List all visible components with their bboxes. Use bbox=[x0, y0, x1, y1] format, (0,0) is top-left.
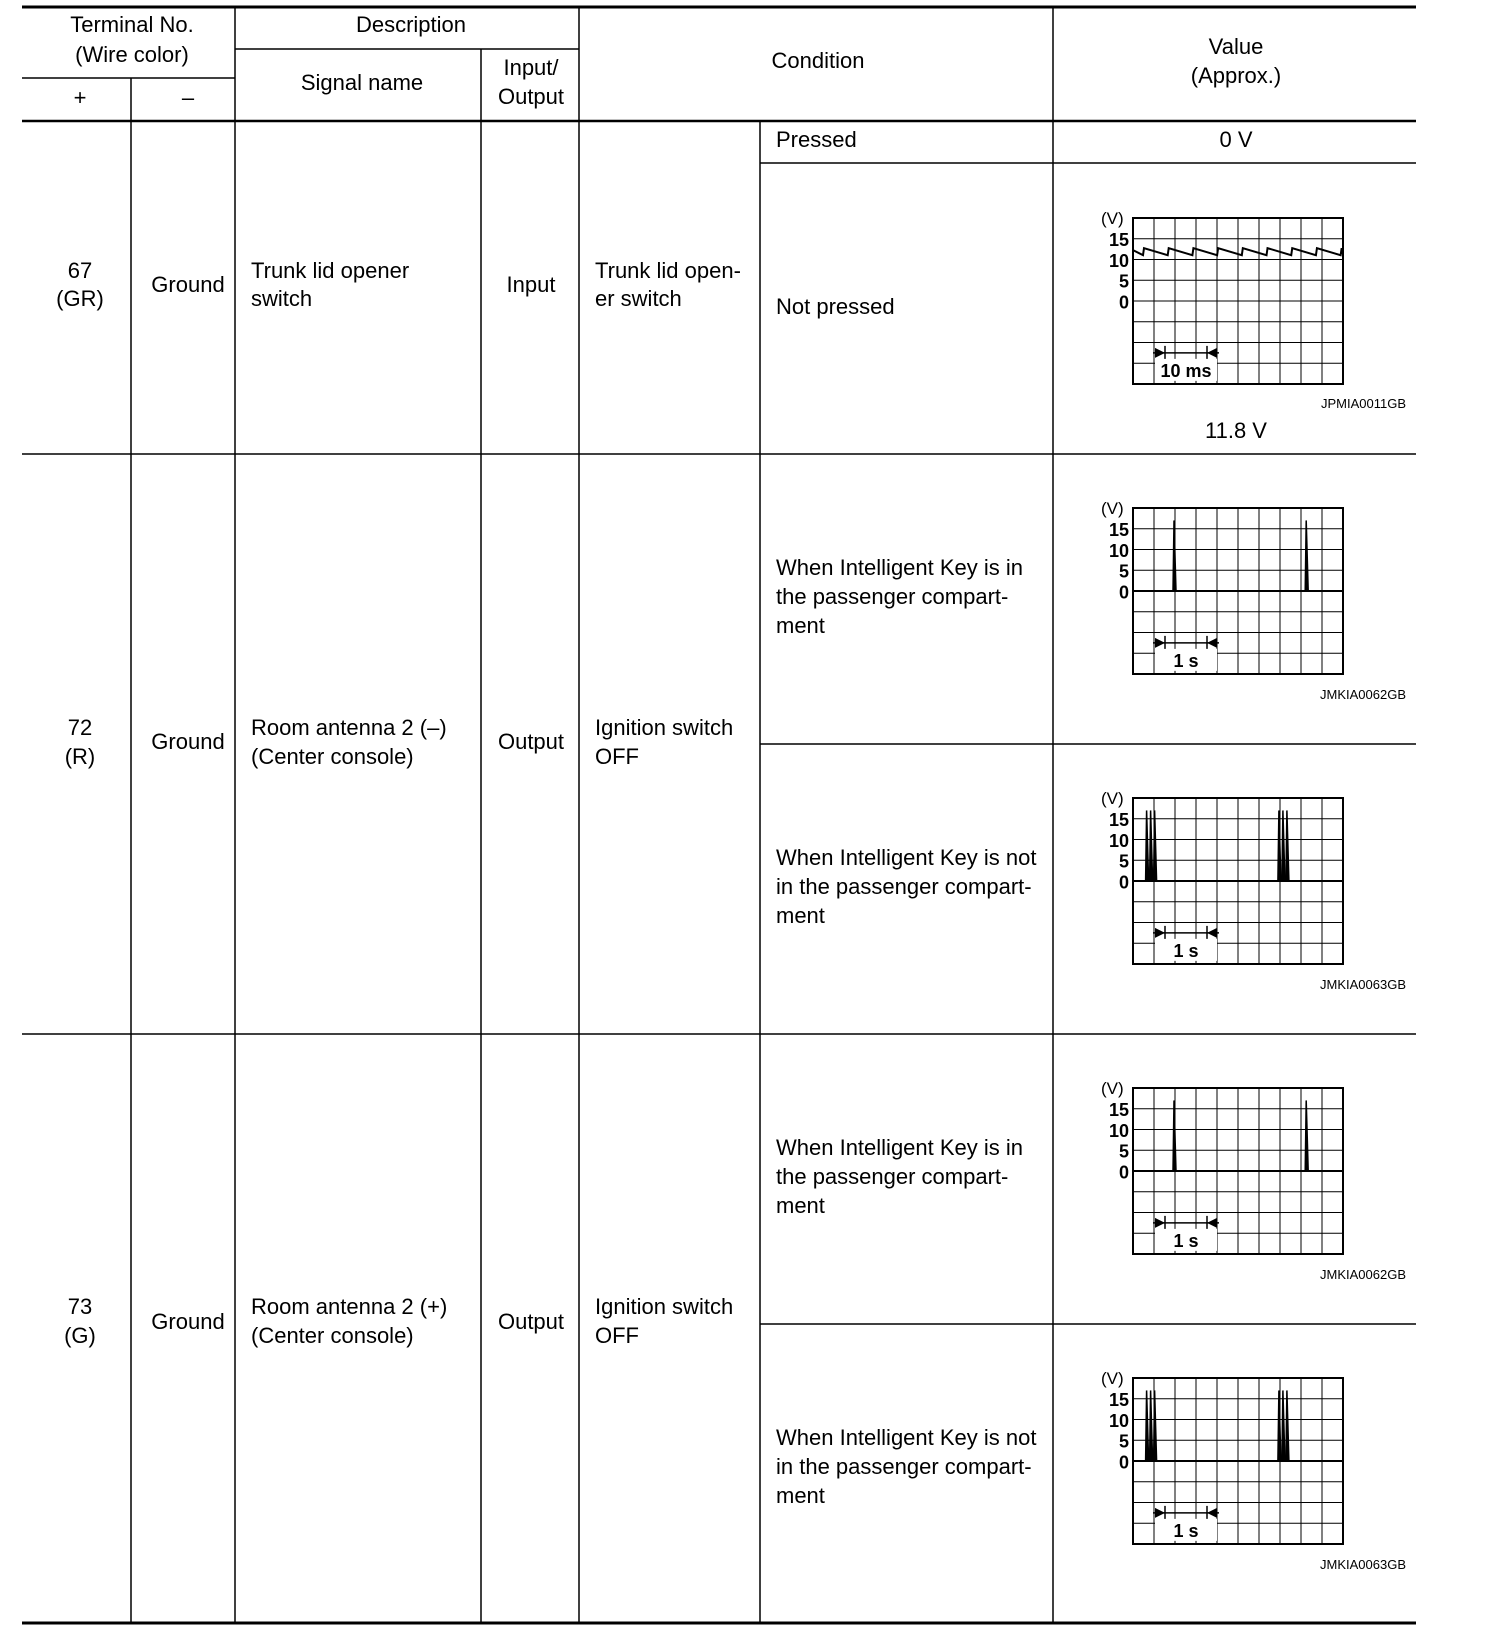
header-output: Output bbox=[497, 84, 565, 109]
time-base-label: 1 s bbox=[1173, 1520, 1199, 1541]
waveform-pulse bbox=[1173, 520, 1176, 591]
waveform-pulse bbox=[1150, 810, 1153, 881]
waveform-unit-label: (V) bbox=[1101, 1079, 1124, 1098]
time-arrow-head bbox=[1207, 928, 1217, 938]
subcondition-line: When Intelligent Key is in bbox=[776, 1135, 1024, 1160]
subcondition-line: Not pressed bbox=[776, 294, 895, 319]
signal-name-line: Room antenna 2 (+) bbox=[251, 1294, 448, 1319]
waveform-tick-label: 5 bbox=[1118, 1141, 1129, 1162]
subcondition-line: the passenger compart- bbox=[776, 1164, 1009, 1189]
waveform-tick-label: 5 bbox=[1118, 561, 1129, 582]
time-arrow-head bbox=[1155, 1508, 1165, 1518]
waveform-chart bbox=[1101, 1079, 1343, 1254]
waveform-tick-label: 5 bbox=[1118, 1431, 1129, 1452]
waveform-tick-label: 0 bbox=[1118, 582, 1129, 603]
waveform-tick-label: 0 bbox=[1118, 292, 1129, 313]
table-grid bbox=[22, 7, 1416, 1623]
waveform-tick-label: 5 bbox=[1118, 851, 1129, 872]
time-arrow-head bbox=[1155, 348, 1165, 358]
figure-code: JMKIA0062GB bbox=[1320, 687, 1406, 702]
signal-name-line: Room antenna 2 (–) bbox=[251, 715, 447, 740]
waveform-tick-label: 15 bbox=[1108, 1100, 1129, 1120]
waveform-pulse bbox=[1286, 810, 1289, 881]
waveform-tick-label: 10 bbox=[1108, 1410, 1129, 1431]
subcondition-line: in the passenger compart- bbox=[776, 1454, 1032, 1479]
subcondition-line: When Intelligent Key is in bbox=[776, 555, 1024, 580]
waveform-unit-label: (V) bbox=[1101, 1369, 1124, 1388]
terminal-plus-wire-color: (R) bbox=[64, 744, 96, 769]
table-row bbox=[56, 127, 1406, 443]
waveform-tick-label: 0 bbox=[1118, 1452, 1129, 1473]
header-description: Description bbox=[355, 12, 467, 37]
waveform-pulse bbox=[1154, 810, 1157, 881]
waveform-tick-label: 5 bbox=[1118, 271, 1129, 292]
subcondition-line: ment bbox=[776, 613, 825, 638]
terminal-plus-number: 67 bbox=[67, 258, 93, 283]
time-base-label: 1 s bbox=[1173, 1230, 1199, 1251]
waveform-unit-label: (V) bbox=[1101, 789, 1124, 808]
signal-name-line: switch bbox=[251, 286, 313, 311]
waveform-pulse bbox=[1146, 1390, 1149, 1461]
subcondition-line: ment bbox=[776, 903, 825, 928]
condition-line: Trunk lid open- bbox=[595, 258, 741, 283]
waveform-pulse bbox=[1146, 810, 1149, 881]
subcondition-line: the passenger compart- bbox=[776, 584, 1009, 609]
waveform-tick-label: 10 bbox=[1108, 1120, 1129, 1141]
figure-code: JMKIA0063GB bbox=[1320, 1557, 1406, 1572]
subcondition-line: When Intelligent Key is not bbox=[776, 1425, 1037, 1450]
value-text: 0 V bbox=[1219, 127, 1253, 152]
terminal-minus: Ground bbox=[151, 729, 225, 754]
waveform-chart bbox=[1101, 789, 1343, 964]
terminal-plus-wire-color: (G) bbox=[64, 1323, 96, 1348]
condition-line: er switch bbox=[595, 286, 682, 311]
input-output: Output bbox=[497, 729, 565, 754]
waveform-pulse bbox=[1150, 1390, 1153, 1461]
waveform-tick-label: 15 bbox=[1108, 810, 1129, 830]
time-arrow-head bbox=[1155, 1218, 1165, 1228]
table-row bbox=[64, 1079, 1406, 1572]
waveform-tick-label: 15 bbox=[1108, 230, 1129, 250]
header-value: Value bbox=[1208, 34, 1264, 59]
table-row bbox=[65, 499, 1406, 992]
time-arrow-head bbox=[1207, 1508, 1217, 1518]
header-wire-color: (Wire color) bbox=[75, 42, 189, 67]
input-output: Output bbox=[497, 1309, 565, 1334]
waveform-tick-label: 10 bbox=[1108, 830, 1129, 851]
table-header bbox=[70, 12, 1281, 110]
condition-line: OFF bbox=[595, 744, 639, 769]
time-arrow-head bbox=[1207, 348, 1217, 358]
terminal-plus-number: 73 bbox=[67, 1294, 93, 1319]
waveform-tick-label: 0 bbox=[1118, 1162, 1129, 1183]
waveform-unit-label: (V) bbox=[1101, 209, 1124, 228]
waveform-tick-label: 15 bbox=[1108, 1390, 1129, 1410]
header-input: Input/ bbox=[503, 55, 559, 80]
waveform-chart bbox=[1101, 1369, 1343, 1544]
waveform-tick-label: 10 bbox=[1108, 250, 1129, 271]
condition-line: Ignition switch bbox=[595, 715, 734, 740]
waveform-pulse bbox=[1173, 1100, 1176, 1171]
condition-line: Ignition switch bbox=[595, 1294, 734, 1319]
terminal-plus-wire-color: (GR) bbox=[56, 286, 104, 311]
waveform-chart bbox=[1101, 499, 1343, 674]
time-base-label: 1 s bbox=[1173, 940, 1199, 961]
waveform-pulse bbox=[1282, 810, 1285, 881]
header-plus: + bbox=[73, 85, 87, 110]
condition-line: OFF bbox=[595, 1323, 639, 1348]
waveform-tick-label: 15 bbox=[1108, 520, 1129, 540]
waveform-tick-label: 10 bbox=[1108, 540, 1129, 561]
terminal-minus: Ground bbox=[151, 272, 225, 297]
time-base-label: 1 s bbox=[1173, 650, 1199, 671]
input-output: Input bbox=[506, 272, 556, 297]
subcondition-line: Pressed bbox=[776, 127, 857, 152]
waveform-tick-label: 0 bbox=[1118, 872, 1129, 893]
waveform-pulse bbox=[1305, 1100, 1308, 1171]
figure-code: JMKIA0062GB bbox=[1320, 1267, 1406, 1282]
subcondition-line: ment bbox=[776, 1193, 825, 1218]
value-text: 11.8 V bbox=[1205, 418, 1267, 443]
waveform-pulse bbox=[1282, 1390, 1285, 1461]
time-base-label: 10 ms bbox=[1160, 360, 1212, 381]
time-arrow-head bbox=[1155, 928, 1165, 938]
time-arrow-head bbox=[1207, 1218, 1217, 1228]
terminal-minus: Ground bbox=[151, 1309, 225, 1334]
header-approx: (Approx.) bbox=[1190, 63, 1282, 88]
figure-code: JMKIA0063GB bbox=[1320, 977, 1406, 992]
terminal-plus-number: 72 bbox=[67, 715, 93, 740]
waveform-pulse bbox=[1305, 520, 1308, 591]
signal-name-line: Trunk lid opener bbox=[251, 258, 410, 283]
header-condition: Condition bbox=[771, 48, 865, 73]
header-minus: – bbox=[181, 85, 195, 110]
header-terminal-no: Terminal No. bbox=[70, 12, 194, 37]
time-arrow-head bbox=[1207, 638, 1217, 648]
signal-name-line: (Center console) bbox=[251, 744, 414, 769]
subcondition-line: ment bbox=[776, 1483, 825, 1508]
header-signal-name: Signal name bbox=[300, 70, 424, 95]
waveform-unit-label: (V) bbox=[1101, 499, 1124, 518]
signal-name-line: (Center console) bbox=[251, 1323, 414, 1348]
waveform-pulse bbox=[1154, 1390, 1157, 1461]
figure-code: JPMIA0011GB bbox=[1320, 396, 1406, 411]
subcondition-line: When Intelligent Key is not bbox=[776, 845, 1037, 870]
subcondition-line: in the passenger compart- bbox=[776, 874, 1032, 899]
waveform-pulse bbox=[1286, 1390, 1289, 1461]
time-arrow-head bbox=[1155, 638, 1165, 648]
waveform-chart bbox=[1101, 209, 1343, 384]
